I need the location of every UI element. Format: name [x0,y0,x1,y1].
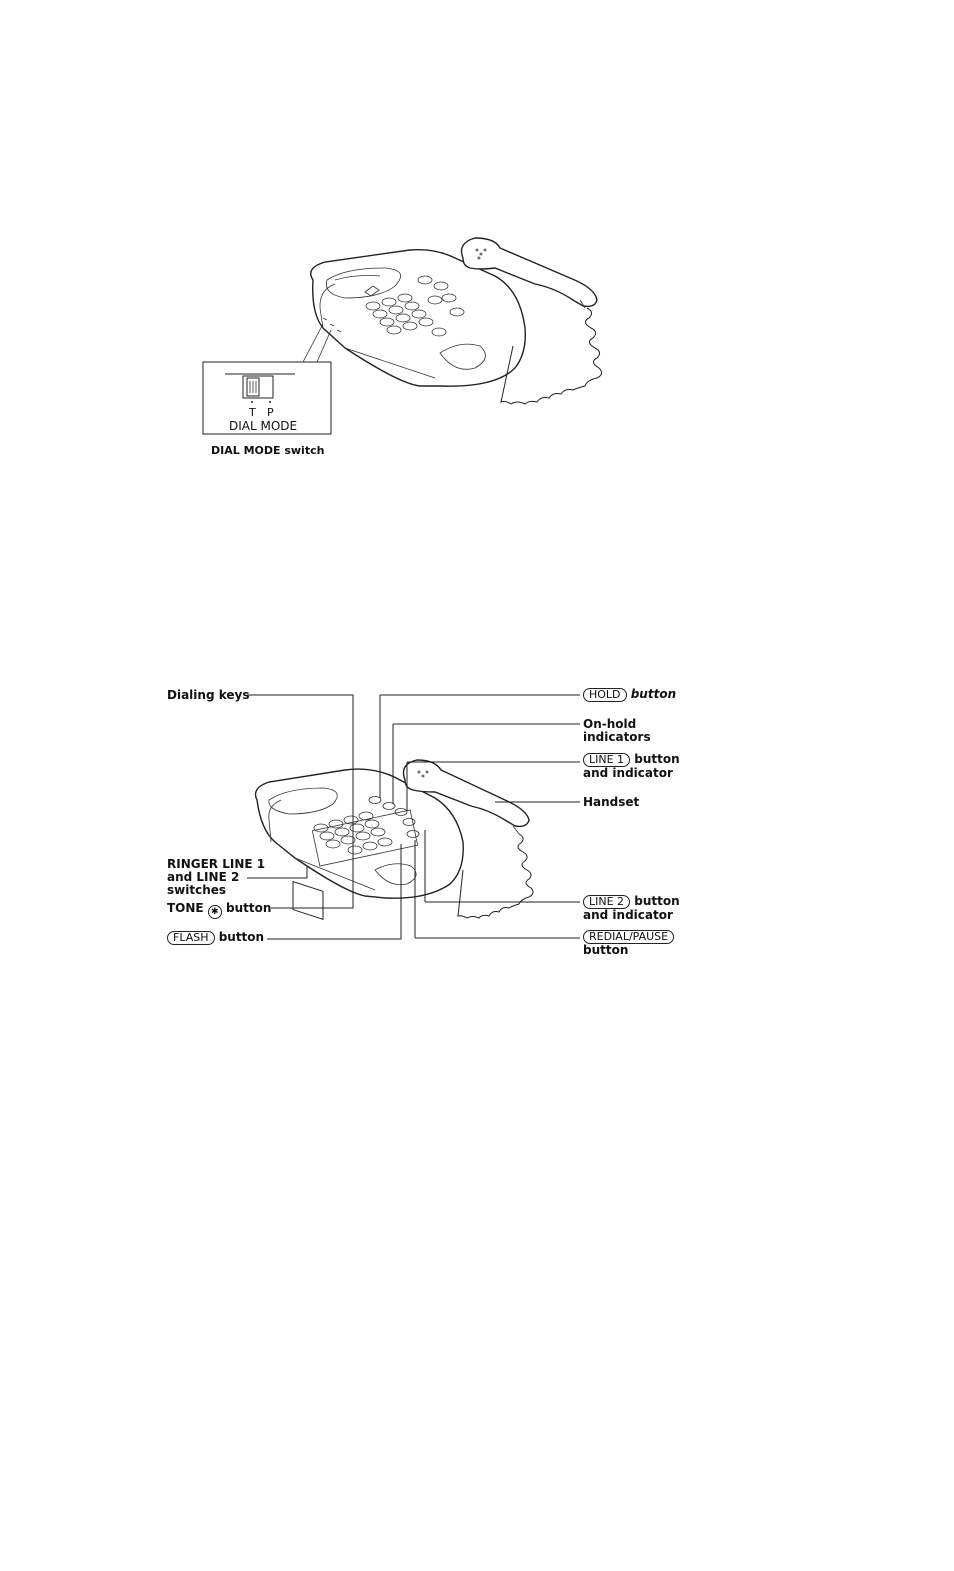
dial-mode-caption: DIAL MODE switch [211,444,325,457]
inset-title: DIAL MODE [229,419,298,433]
label-line2 [583,895,680,922]
label-line2-suffix: button [634,894,680,908]
label-tone-prefix: TONE [167,901,204,915]
label-ringer [167,858,265,897]
label-line1-suffix: button [634,752,680,766]
label-redial-line2: button [583,943,629,957]
label-line1-line2: and indicator [583,766,673,780]
label-ringer-line3: switches [167,883,227,897]
label-ringer-line2: and LINE 2 [167,870,240,884]
label-tone [167,902,271,919]
label-hold [583,688,676,702]
label-dialing-keys: Dialing keys [167,688,250,702]
label-flash [167,931,264,945]
redial-keycap: REDIAL/PAUSE [583,930,674,944]
label-redial [583,930,674,957]
flash-keycap: FLASH [167,931,215,945]
hold-keycap: HOLD [583,688,627,702]
inset-label-p: P [267,406,274,419]
star-key-icon: ✱ [208,905,222,919]
label-on-hold-line1: On-hold [583,717,637,731]
label-tone-suffix: button [226,901,272,915]
line2-keycap: LINE 2 [583,895,630,909]
label-line1 [583,753,680,780]
label-flash-suffix: button [218,930,265,944]
line1-keycap: LINE 1 [583,753,630,767]
label-on-hold [583,718,651,744]
label-handset: Handset [583,795,640,809]
label-hold-suffix: button [630,687,677,701]
label-ringer-line1: RINGER LINE 1 [167,857,266,871]
inset-label-t: T [249,406,256,419]
label-on-hold-line2: indicators [583,730,651,744]
label-line2-line2: and indicator [583,908,673,922]
